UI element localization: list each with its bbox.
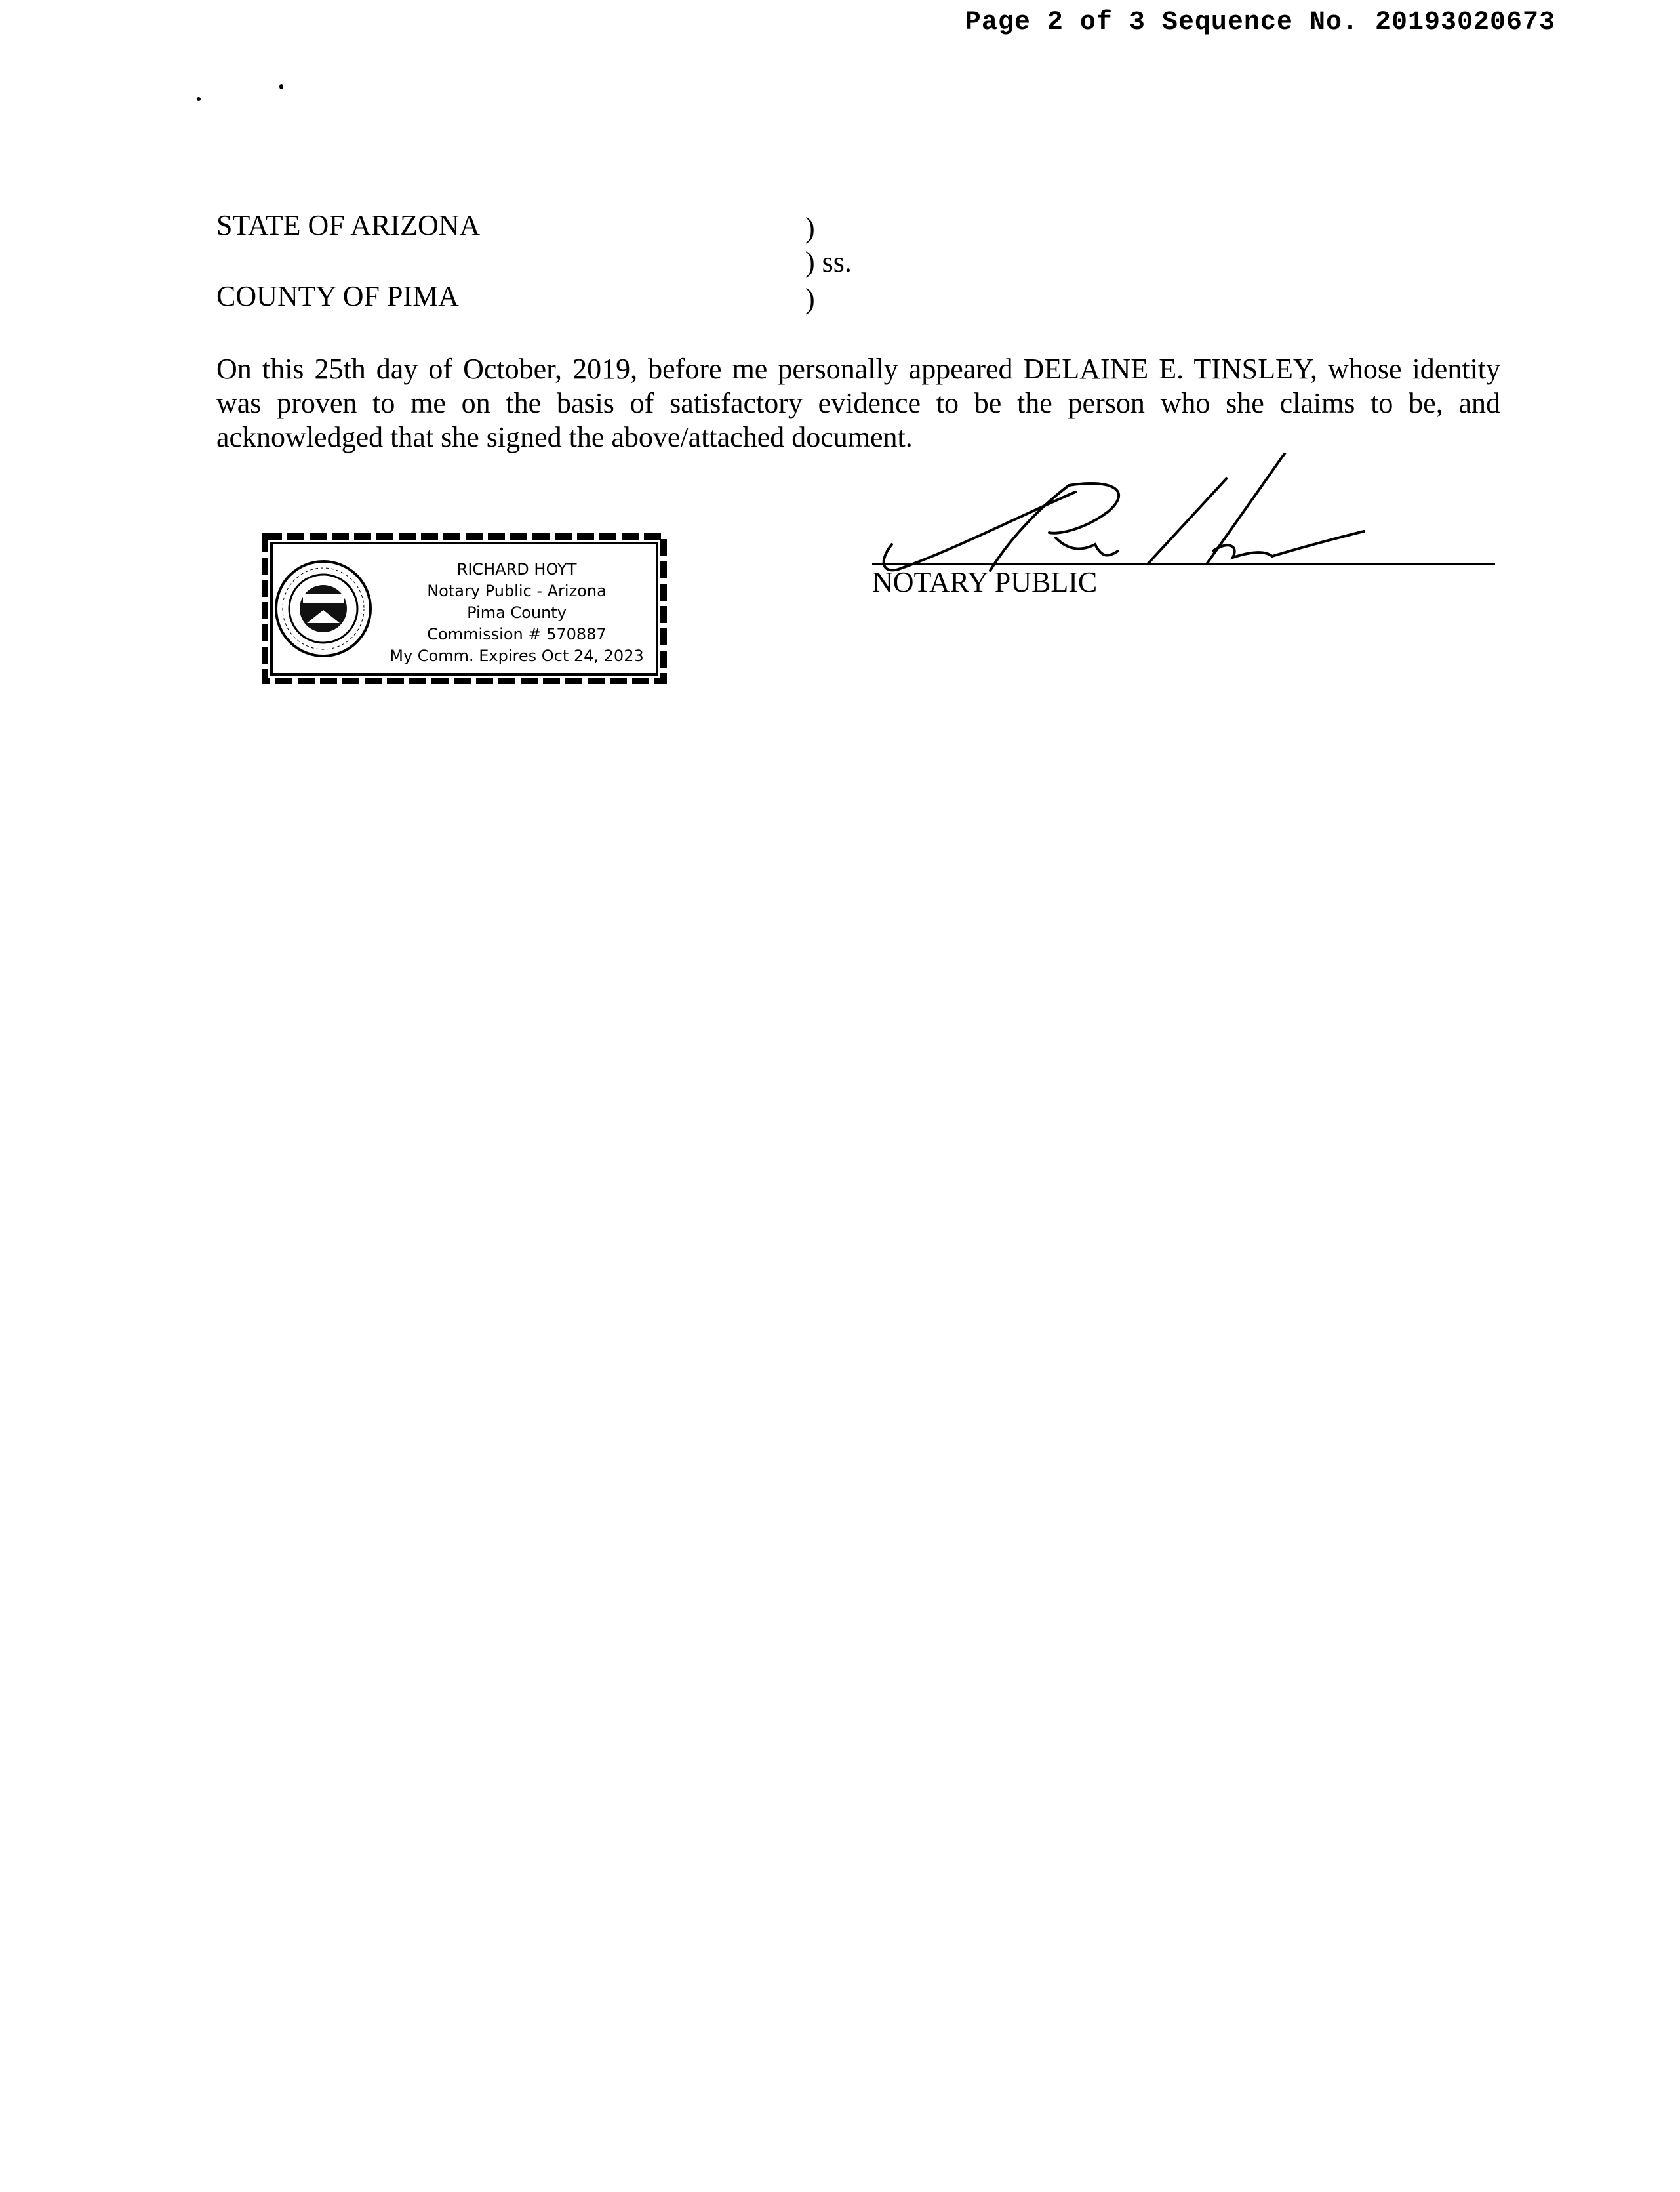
page-sequence-header: Page 2 of 3 Sequence No. 20193020673 [965,8,1555,37]
scan-speck [279,84,283,89]
notary-public-label: NOTARY PUBLIC [872,566,1098,598]
stamp-text-block [379,559,654,667]
notary-name: RICHARD HOYT [456,560,577,578]
notary-commission: Commission # 570887 [427,625,607,643]
signature-line [872,563,1495,565]
venue-state: STATE OF ARIZONA [216,209,481,241]
scan-speck [197,97,201,101]
notary-expiration: My Comm. Expires Oct 24, 2023 [390,647,644,665]
arizona-seal-icon [276,561,370,656]
notary-county: Pima County [467,603,567,622]
notary-stamp [261,531,669,686]
acknowledgment-paragraph: On this 25th day of October, 2019, before me personally appeared DELAINE E. TINSLEY, whose identity was proven to me on the basis of satisfactory evidence to be the person who she claims to be, and acknowledged that she signed the above/attached document. [216,353,1500,453]
venue-paren-ss: ) ss. [805,246,852,278]
venue-paren-bottom: ) [805,283,815,315]
notary-title: Notary Public - Arizona [427,582,607,600]
venue-paren-top: ) [805,212,815,244]
venue-county: COUNTY OF PIMA [216,280,459,312]
